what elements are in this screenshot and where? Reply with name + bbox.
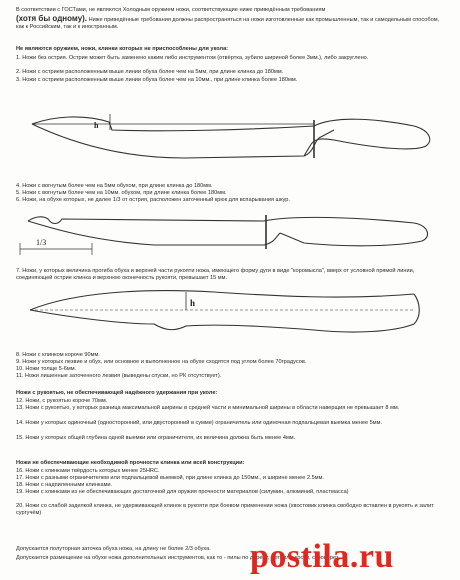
intro-text-2: Ниже приведённые требования должны распространяться на ножи изготовленные как промышленным, так и самодельным способом, как к Российским, так и к иностранным.	[16, 16, 440, 30]
blade-edge	[32, 124, 334, 158]
section5-item-13: 13. Ножи с рукоятью, у которых разница максимальной ширины в средней части и минимальной ширины в области наверщия не превышает 8 мм.	[16, 405, 400, 411]
section3-item-7: 7. Ножи, у которых величина прогиба обуха и верхней части рукояти ножа, имеющего форму дуги в виде "коромысла", вверх от условной прямой линии, соединяющей острие клинка и верхнюю оконечность рукояти, превышает 15 мм.	[16, 268, 415, 281]
section4-item-11: 11. Ножи лишенные заточенного лезвия (выведены спуски, но РК отсутствует).	[16, 373, 222, 379]
section5-item-15: 15. Ножи у которых общей глубина одной выемки или ограничителя, их величина должна быть менее 4мм.	[16, 435, 296, 441]
intro-text: В соответствии с ГОСТами, не являются Холодным оружием ножи, соответствующие ниже приведённым требованиям	[16, 7, 326, 13]
footer-note-1: Допускается полуторная заточка обуха ножа, на длину не более 2/3 обуха.	[16, 546, 211, 552]
fig1-label: h	[94, 121, 99, 130]
section1-item-3: 3. Ножи с острием расположенным выше линии обуха более чем на 10мм., при длине клинка более 180мм.	[16, 77, 298, 83]
section2-item-4: 4. Ножи с вогнутым более чем на 5мм обухом, при длине клинка до 180мм.	[16, 183, 213, 189]
section5-item-12: 12. Ножи, с рукоятью короче 70мм.	[16, 398, 108, 404]
section1-item-1: 1. Ножи без острия. Острие может быть заменено каким либо инструментом (отвёртка, зубило шириной более 3мм.), либо закруглено.	[16, 55, 369, 61]
section4-item-9: 9. Ножи у которых лезвие и обух, или основное и выполненное на обухе сходятся под углом более 70градусов.	[16, 359, 307, 365]
knife-handle	[264, 217, 428, 245]
section6-heading: Ножи не обеспечивающие необходимой прочности клинка или всей конструкции:	[16, 460, 245, 466]
section6-item-20: 20. Ножи со слабой заделкой клинка, не удерживающей клинок в рукояти при боевом применении ножа (хвостовик клинка свободно вставлен в рукоять и залит сургучём)	[16, 503, 434, 516]
knife-spine	[30, 291, 414, 310]
section2-item-6: 6. Ножи, на обухе которых, не далее 1/3 от острия, расположен заточенный крюк для вспарывания шкур.	[16, 197, 290, 203]
fig3-label: h	[190, 298, 196, 308]
section4-item-10: 10. Ножи толще 5-6мм.	[16, 366, 77, 372]
section4-item-8: 8. Ножи с клинком короче 90мм.	[16, 352, 100, 358]
knife-figure-3	[14, 284, 444, 346]
section6-item-17: 17. Ножи с разными ограничителем или подпальцевой выемкой, при длине клинка до 150мм., и ширине менее 2.5мм.	[16, 475, 324, 481]
intro-paragraph	[16, 7, 448, 31]
watermark-suffix: .ru	[349, 538, 394, 575]
blade-spine-hook	[28, 217, 264, 224]
watermark-text: postila	[250, 538, 350, 575]
section5-heading: Ножи с рукоятью, не обеспечивающей надёжного удержания при уколе:	[16, 390, 218, 396]
blade-edge	[28, 221, 280, 245]
knife-figure-1	[14, 86, 444, 170]
section6-item-18: 18. Ножи с надпиленными клинками.	[16, 482, 113, 488]
section6-item-19: 19. Ножи с клинками из не обеспечивающих достаточной для оружия прочности материалов (силумин, алюминий, пластмасса)	[16, 489, 349, 495]
knife-edge-handle	[30, 294, 419, 332]
section5-item-14: 14. Ножи у которых одиночный (односторонний, или двусторонний в сумме) ограничитель или одиночная подпальцевая выемка менее 5мм.	[16, 420, 383, 426]
footer-note-2: Допускается размещение на обухе ножа дополнительных инструментов, как то - пилы по дереву, металлу, кости, стропорез.	[16, 555, 341, 561]
section6-item-16: 16. Ножи с клинками твёрдость которых менее 25HRC.	[16, 468, 160, 474]
fig2-label: 1/3	[36, 238, 47, 247]
section1-heading: Не являются оружием, ножи, клинки которых не приспособлены для укола:	[16, 46, 229, 52]
section2-item-5: 5. Ножи с вогнутым более чем на 10мм. обухом, при длине клинка более 180мм.	[16, 190, 227, 196]
postila-watermark	[250, 538, 394, 576]
knife-figure-2	[14, 207, 444, 262]
section1-item-2: 2. Ножи с острием расположенным выше линии обуха более чем на 5мм, при длине клинка до 180мм.	[16, 69, 284, 75]
intro-emphasis: (хотя бы одному).	[16, 13, 88, 23]
knife-handle	[304, 119, 430, 156]
